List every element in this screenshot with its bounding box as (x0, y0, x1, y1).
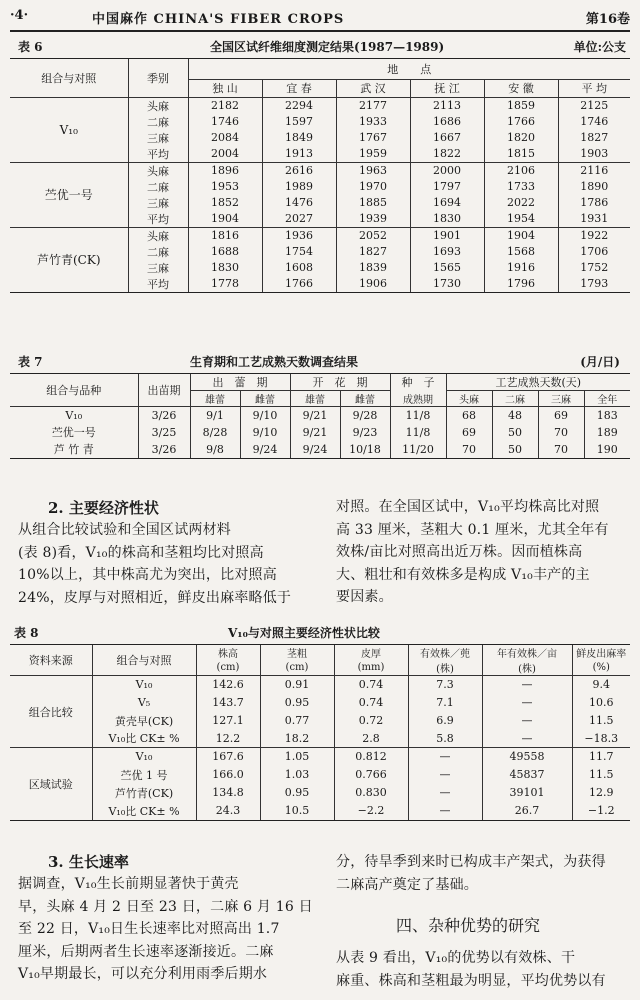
table8-value-cell: 5.8 (408, 730, 482, 748)
table7-caption (10, 353, 630, 371)
table6-place-4: 安 徽 (484, 79, 558, 97)
table8-value-cell: 10.5 (260, 802, 334, 820)
table7-value-cell: 69 (538, 407, 584, 424)
table8-caption (10, 624, 630, 642)
table6-value-cell: 1959 (336, 146, 410, 163)
table6-value-cell: 1931 (558, 211, 630, 228)
table6-place-1: 宜 春 (262, 79, 336, 97)
table8-value-cell: 11.5 (572, 766, 630, 784)
table8-group-name: 区域试验 (28, 777, 73, 791)
table7-value-cell: 3/26 (138, 441, 190, 458)
table8-value-cell: −18.3 (572, 730, 630, 748)
table7-value-cell: 70 (446, 441, 492, 458)
journal-name: 中国麻作 CHINA'S FIBER CROPS (92, 12, 345, 27)
table8-variety-cell: V₁₀比 CK± % (92, 730, 196, 748)
table6-value-cell: 1989 (262, 179, 336, 195)
table6-season-cell: 二麻 (128, 179, 188, 195)
table6-value-cell: 1827 (558, 130, 630, 146)
table8-value-cell: 11.7 (572, 748, 630, 766)
table6-value-cell: 1686 (410, 114, 484, 130)
table6-value-cell: 1766 (262, 276, 336, 292)
text-line: 对照。在全国区试中，V₁₀平均株高比对照 (336, 499, 600, 515)
table8-value-cell: — (408, 766, 482, 784)
table-row (10, 227, 630, 244)
table6-value-cell: 1954 (484, 211, 558, 228)
table8-header-7: 鲜皮出麻率 (572, 645, 630, 660)
table8-variety-cell: V₅ (92, 694, 196, 712)
table8-value-cell: — (482, 694, 572, 712)
table8-value-cell: 49558 (482, 748, 572, 766)
table8-value-cell: 127.1 (196, 712, 260, 730)
table7-header-variety: 组合与品种 (10, 374, 138, 407)
table7-header-seed: 种 子 (390, 374, 446, 391)
table6-season-cell: 头麻 (128, 97, 188, 114)
table8-value-cell: 0.72 (334, 712, 408, 730)
table6-value-cell: 2125 (558, 97, 630, 114)
table6-value-cell: 1476 (262, 195, 336, 211)
table8-unit-0: (cm) (196, 660, 260, 676)
text-line: V₁₀早期最长，可以充分利用雨季后期水 (18, 966, 268, 982)
text-line: 厘米，后期两者生长速率逐渐接近。二麻 (18, 943, 274, 960)
table6 (10, 58, 630, 293)
table8-value-cell: 26.7 (482, 802, 572, 820)
table-row (10, 712, 630, 730)
table6-value-cell: 1936 (262, 227, 336, 244)
page-number: ·4· (10, 8, 29, 23)
table6-season-cell: 二麻 (128, 244, 188, 260)
text-line: 要因素。 (336, 589, 393, 605)
table7-value-cell: 190 (584, 441, 630, 458)
section3-heading: 3. 生长速率 (48, 853, 129, 871)
text-line: 早，头麻 4 月 2 日至 23 日，二麻 6 月 16 日 (18, 898, 313, 915)
table6-value-cell: 1597 (262, 114, 336, 130)
table8-label: 表 8 (14, 626, 39, 640)
table8-value-cell: 12.2 (196, 730, 260, 748)
table8-value-cell: 1.03 (260, 766, 334, 784)
table8-variety-cell: V₁₀比 CK± % (92, 802, 196, 820)
table8-value-cell: — (482, 730, 572, 748)
table6-value-cell: 1903 (558, 146, 630, 163)
table8-value-cell: 18.2 (260, 730, 334, 748)
table6-value-cell: 1706 (558, 244, 630, 260)
table7-days-sub-0: 头麻 (446, 391, 492, 407)
table7-days-sub-1: 二麻 (492, 391, 538, 407)
table6-value-cell: 1830 (410, 211, 484, 228)
text-line: 从表 9 看出，V₁₀的优势以有效株、干 (336, 950, 576, 966)
table6-value-cell: 1939 (336, 211, 410, 228)
table6-value-cell: 1608 (262, 260, 336, 276)
table8-value-cell: 0.830 (334, 784, 408, 802)
text-line: 据调查，V₁₀生长前期显著快于黄壳 (18, 876, 239, 892)
table6-value-cell: 2182 (188, 97, 262, 114)
table8-header-0: 资料来源 (10, 645, 92, 676)
issue-label: 第16卷 (585, 12, 630, 27)
table8-variety-cell: 黄壳早(CK) (92, 712, 196, 730)
table6-header-season: 季别 (128, 59, 188, 97)
table6-place-3: 抚 江 (410, 79, 484, 97)
table6-value-cell: 1797 (410, 179, 484, 195)
table6-caption (10, 38, 630, 56)
table6-value-cell: 1922 (558, 227, 630, 244)
table7-header-days: 工艺成熟天数(天) (446, 374, 630, 391)
table7-value-cell: 11/20 (390, 441, 446, 458)
table8-unit-2: (mm) (334, 660, 408, 676)
table8-value-cell: — (408, 784, 482, 802)
section2-right-text (336, 496, 636, 609)
table7-value-cell: 189 (584, 424, 630, 441)
table7-value-cell: 11/8 (390, 407, 446, 424)
table6-value-cell: 1752 (558, 260, 630, 276)
table7-value-cell: 9/21 (290, 424, 340, 441)
table-row (10, 162, 630, 179)
table7-sub-2: 雄蕾 (290, 391, 340, 407)
table7-header-seed2: 成熟期 (390, 391, 446, 407)
table6-value-cell: 2616 (262, 162, 336, 179)
table8-value-cell: 1.05 (260, 748, 334, 766)
table8-value-cell: 0.74 (334, 694, 408, 712)
table7-header-flower: 开 花 期 (290, 374, 390, 391)
section3-left-text (18, 873, 323, 986)
table6-value-cell: 1778 (188, 276, 262, 292)
table6-place-0: 独 山 (188, 79, 262, 97)
table6-season-cell: 三麻 (128, 260, 188, 276)
table7-value-cell: 11/8 (390, 424, 446, 441)
table-row (10, 748, 630, 766)
section2-heading: 2. 主要经济性状 (48, 499, 159, 517)
section4-heading: 四、杂种优势的研究 (396, 916, 541, 935)
table6-value-cell: 1766 (484, 114, 558, 130)
text-line: 麻重、株高和茎粗最为明显，平均优势以有 (336, 972, 606, 989)
table7-value-cell: 9/24 (240, 441, 290, 458)
table8-grid (10, 645, 630, 820)
table8-variety-cell: 芦竹青(CK) (92, 784, 196, 802)
table8-value-cell: — (408, 802, 482, 820)
table-row (10, 676, 630, 694)
table6-value-cell: 2113 (410, 97, 484, 114)
table8-value-cell: 0.77 (260, 712, 334, 730)
table7-title: 生育期和工艺成熟天数调查结果 (190, 355, 359, 369)
table7-value-cell: 3/25 (138, 424, 190, 441)
text-line: 二麻高产奠定了基础。 (336, 876, 478, 893)
table8-header-5: 有效株／蔸 (408, 645, 482, 660)
table6-value-cell: 1859 (484, 97, 558, 114)
table6-value-cell: 2000 (410, 162, 484, 179)
table6-value-cell: 1694 (410, 195, 484, 211)
table6-value-cell: 1822 (410, 146, 484, 163)
table7-days-sub-2: 三麻 (538, 391, 584, 407)
table6-value-cell: 1667 (410, 130, 484, 146)
table8-value-cell: 12.9 (572, 784, 630, 802)
section3-right-text (336, 851, 636, 896)
table6-value-cell: 1970 (336, 179, 410, 195)
table7-value-cell: 70 (538, 424, 584, 441)
text-line: 大、粗壮和有效株多是构成 V₁₀丰产的主 (336, 566, 590, 583)
table6-season-cell: 头麻 (128, 162, 188, 179)
table6-value-cell: 1896 (188, 162, 262, 179)
table6-value-cell: 1746 (558, 114, 630, 130)
section2-left-text (18, 519, 323, 609)
table6-value-cell: 1933 (336, 114, 410, 130)
table6-value-cell: 1568 (484, 244, 558, 260)
table8-value-cell: 24.3 (196, 802, 260, 820)
table6-value-cell: 1885 (336, 195, 410, 211)
table8-value-cell: 9.4 (572, 676, 630, 694)
table6-value-cell: 1730 (410, 276, 484, 292)
text-line: 10%以上，其中株高尤为突出，比对照高 (18, 567, 277, 583)
table8-value-cell: −1.2 (572, 802, 630, 820)
table-row (10, 802, 630, 820)
table7-header-emerge: 出苗期 (138, 374, 190, 407)
table6-title: 全国区试纤维细度测定结果(1987—1989) (210, 40, 445, 54)
table6-value-cell: 1852 (188, 195, 262, 211)
table6-value-cell: 1963 (336, 162, 410, 179)
table-row (10, 424, 630, 441)
table7-value-cell: 9/24 (290, 441, 340, 458)
table8-unit-4: (株) (482, 660, 572, 676)
table7-sub-0: 雄蕾 (190, 391, 240, 407)
table7-value-cell: 69 (446, 424, 492, 441)
table6-group-name: 芦竹青(CK) (36, 253, 101, 267)
table6-header-group: 组合与对照 (10, 59, 128, 97)
table6-value-cell: 1827 (336, 244, 410, 260)
table6-value-cell: 1815 (484, 146, 558, 163)
table6-season-cell: 三麻 (128, 130, 188, 146)
table6-group-name: V₁₀ (10, 97, 128, 162)
table7-value-cell: 10/18 (340, 441, 390, 458)
page-header (10, 6, 630, 28)
table7-value-cell: 9/8 (190, 441, 240, 458)
table6-value-cell: 1754 (262, 244, 336, 260)
table6-value-cell: 1746 (188, 114, 262, 130)
table-row (10, 407, 630, 424)
table6-label: 表 6 (18, 40, 43, 54)
table8-value-cell: 39101 (482, 784, 572, 802)
table6-place-2: 武 汉 (336, 79, 410, 97)
table6-value-cell: 1890 (558, 179, 630, 195)
table6-group-name: 苎优一号 (10, 162, 128, 227)
table7-value-cell: 50 (492, 424, 538, 441)
table8-value-cell: 0.95 (260, 784, 334, 802)
table6-value-cell: 1906 (336, 276, 410, 292)
table-row (10, 766, 630, 784)
table6-season-cell: 头麻 (128, 227, 188, 244)
table7-value-cell: 9/23 (340, 424, 390, 441)
table8-value-cell: 167.6 (196, 748, 260, 766)
table8-title: V₁₀与对照主要经济性状比较 (228, 626, 380, 640)
table6-place-5: 平 均 (558, 79, 630, 97)
table7-value-cell: 8/28 (190, 424, 240, 441)
table6-unit: 单位:公支 (573, 40, 626, 54)
table6-value-cell: 2027 (262, 211, 336, 228)
table-row (10, 97, 630, 114)
text-line: (表 8)看，V₁₀的株高和茎粗均比对照高 (18, 544, 264, 561)
text-line: 24%，皮厚与对照相近，鲜皮出麻率略低于 (18, 589, 292, 606)
table6-value-cell: 1793 (558, 276, 630, 292)
table6-value-cell: 1849 (262, 130, 336, 146)
table6-value-cell: 1901 (410, 227, 484, 244)
table6-value-cell: 1904 (188, 211, 262, 228)
table6-value-cell: 1916 (484, 260, 558, 276)
table6-season-cell: 平均 (128, 276, 188, 292)
table8-value-cell: 0.812 (334, 748, 408, 766)
table7-header-bud: 出 蕾 期 (190, 374, 290, 391)
table7-variety-cell: 苎优一号 (51, 426, 96, 439)
table6-value-cell: 1693 (410, 244, 484, 260)
text-line: 高 33 厘米，茎粗大 0.1 厘米，尤其全年有 (336, 521, 609, 538)
table7-value-cell: 50 (492, 441, 538, 458)
table8-header-6: 年有效株／亩 (482, 645, 572, 660)
table6-value-cell: 2004 (188, 146, 262, 163)
table7-value-cell: 9/10 (240, 424, 290, 441)
table6-season-cell: 平均 (128, 146, 188, 163)
table8-variety-cell: V₁₀ (92, 748, 196, 766)
table8-value-cell: 166.0 (196, 766, 260, 784)
table8-variety-cell: 苎优 1 号 (92, 766, 196, 784)
table7-sub-3: 雌蕾 (340, 391, 390, 407)
text-line: 分，待旱季到来时已构成丰产架式，为获得 (336, 854, 606, 870)
table6-value-cell: 1816 (188, 227, 262, 244)
table6-value-cell: 1904 (484, 227, 558, 244)
table8-value-cell: 2.8 (334, 730, 408, 748)
table7-label: 表 7 (18, 355, 43, 369)
table7-unit: (月/日) (580, 355, 620, 369)
table6-value-cell: 2116 (558, 162, 630, 179)
table-row (10, 694, 630, 712)
text-line: 从组合比较试验和全国区试两材料 (18, 522, 231, 538)
table6-value-cell: 2294 (262, 97, 336, 114)
table8-value-cell: 10.6 (572, 694, 630, 712)
table8-value-cell: — (482, 712, 572, 730)
table8-value-cell: −2.2 (334, 802, 408, 820)
table8-value-cell: 0.91 (260, 676, 334, 694)
table7-value-cell: 70 (538, 441, 584, 458)
table-row (10, 441, 630, 458)
table7-variety-cell: V₁₀ (65, 408, 83, 422)
table8-group-name: 组合比较 (10, 676, 92, 748)
table6-season-cell: 二麻 (128, 114, 188, 130)
table7-value-cell: 9/10 (240, 407, 290, 424)
table8-value-cell: — (408, 748, 482, 766)
table8-unit-1: (cm) (260, 660, 334, 676)
table7-sub-1: 雌蕾 (240, 391, 290, 407)
table6-value-cell: 1733 (484, 179, 558, 195)
table8-unit-3: (株) (408, 660, 482, 676)
table6-season-cell: 平均 (128, 211, 188, 228)
table8 (10, 644, 630, 821)
table6-value-cell: 1839 (336, 260, 410, 276)
table6-season-cell: 三麻 (128, 195, 188, 211)
table8-value-cell: 7.3 (408, 676, 482, 694)
table7-value-cell: 9/21 (290, 407, 340, 424)
table6-value-cell: 1688 (188, 244, 262, 260)
table8-value-cell: 6.9 (408, 712, 482, 730)
table8-value-cell: 7.1 (408, 694, 482, 712)
table7-value-cell: 9/1 (190, 407, 240, 424)
table6-value-cell: 1786 (558, 195, 630, 211)
table7-days-sub-3: 全年 (584, 391, 630, 407)
table6-header-place: 地 点 (188, 59, 630, 79)
header-rule (10, 30, 630, 32)
table8-header-2: 株高 (196, 645, 260, 660)
text-line: 至 22 日，V₁₀日生长速率比对照高出 1.7 (18, 921, 280, 937)
table7-value-cell: 68 (446, 407, 492, 424)
table6-value-cell: 2052 (336, 227, 410, 244)
table6-value-cell: 1830 (188, 260, 262, 276)
table8-value-cell: 143.7 (196, 694, 260, 712)
section4-right-text (336, 947, 636, 992)
table-row (10, 784, 630, 802)
table7-value-cell: 9/28 (340, 407, 390, 424)
table8-variety-cell: V₁₀ (92, 676, 196, 694)
text-line: 效株/亩比对照高出近万株。因而植株高 (336, 544, 583, 560)
table8-value-cell: 0.74 (334, 676, 408, 694)
table8-value-cell: — (482, 676, 572, 694)
table6-value-cell: 1913 (262, 146, 336, 163)
table7-value-cell: 183 (584, 407, 630, 424)
table6-value-cell: 2177 (336, 97, 410, 114)
table8-value-cell: 134.8 (196, 784, 260, 802)
table6-value-cell: 2022 (484, 195, 558, 211)
table8-value-cell: 142.6 (196, 676, 260, 694)
table8-header-4: 皮厚 (334, 645, 408, 660)
table7-value-cell: 3/26 (138, 407, 190, 424)
table6-value-cell: 2084 (188, 130, 262, 146)
table7 (10, 373, 630, 459)
table6-value-cell: 1953 (188, 179, 262, 195)
table-row (10, 730, 630, 748)
table6-value-cell: 1565 (410, 260, 484, 276)
table7-grid (10, 374, 630, 458)
table8-value-cell: 0.95 (260, 694, 334, 712)
table6-value-cell: 1796 (484, 276, 558, 292)
table8-value-cell: 45837 (482, 766, 572, 784)
table6-value-cell: 1820 (484, 130, 558, 146)
table6-value-cell: 1767 (336, 130, 410, 146)
table8-header-3: 茎粗 (260, 645, 334, 660)
table6-value-cell: 2106 (484, 162, 558, 179)
table8-value-cell: 0.766 (334, 766, 408, 784)
table8-value-cell: 11.5 (572, 712, 630, 730)
table7-value-cell: 48 (492, 407, 538, 424)
table8-unit-5: (%) (572, 660, 630, 676)
table7-variety-cell: 芦 竹 青 (53, 443, 94, 456)
table8-header-1: 组合与对照 (92, 645, 196, 676)
table6-grid (10, 59, 630, 292)
